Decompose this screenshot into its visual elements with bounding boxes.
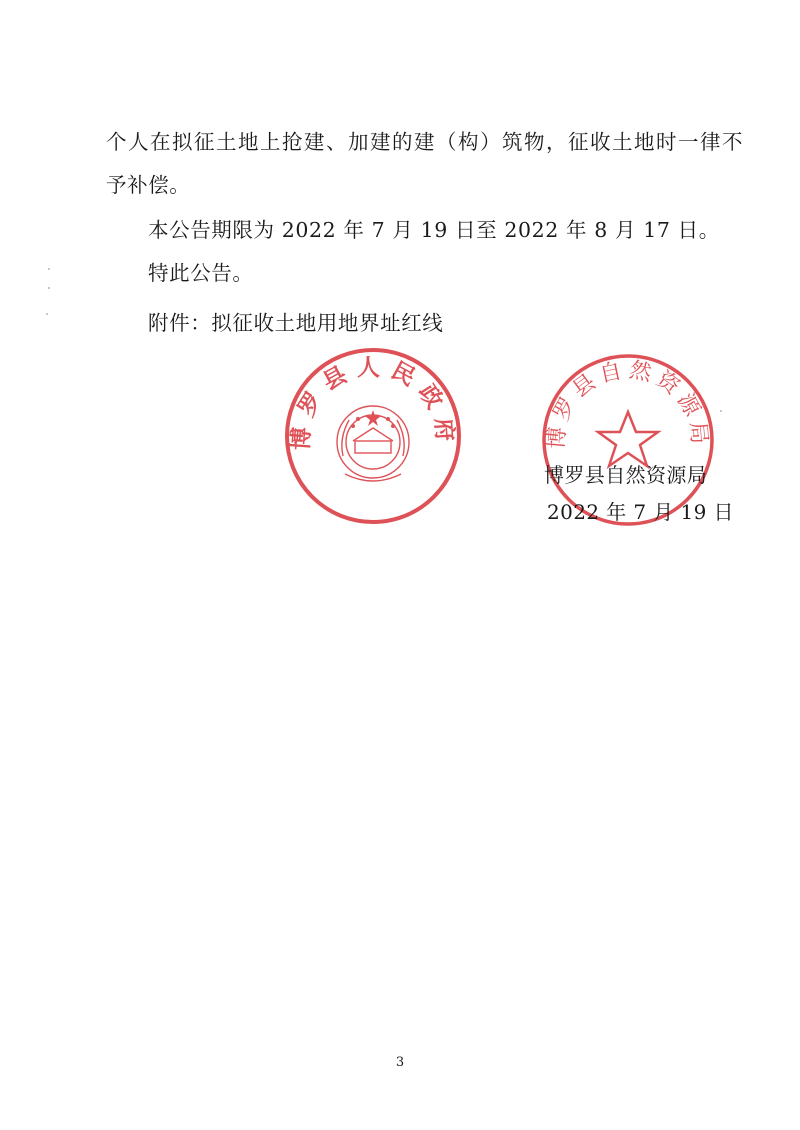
scan-speck — [720, 410, 722, 412]
body-text-line: 个人在拟征土地上抢建、加建的建（构）筑物，征收土地时一律不 — [106, 130, 744, 154]
attachment-text: 附件：拟征收土地用地界址红线 — [148, 311, 444, 335]
scan-speck — [48, 268, 50, 270]
scan-speck — [46, 313, 48, 315]
signature-date: 2022 年 7 月 19 日 — [547, 500, 734, 524]
body-text-line: 予补偿。 — [106, 173, 191, 197]
signature-organization: 博罗县自然资源局 — [544, 463, 708, 487]
svg-text:博罗县自然资源局: 博罗县自然资源局 — [544, 357, 712, 450]
page-number: 3 — [395, 1055, 405, 1070]
svg-text:博罗县人民政府: 博罗县人民政府 — [287, 354, 459, 452]
star-icon — [598, 412, 658, 466]
scan-speck — [48, 287, 50, 289]
closing-text: 特此公告。 — [148, 261, 254, 285]
notice-period-text: 本公告期限为 2022 年 7 月 19 日至 2022 年 8 月 17 日。 — [148, 218, 720, 242]
government-seal — [283, 346, 463, 526]
